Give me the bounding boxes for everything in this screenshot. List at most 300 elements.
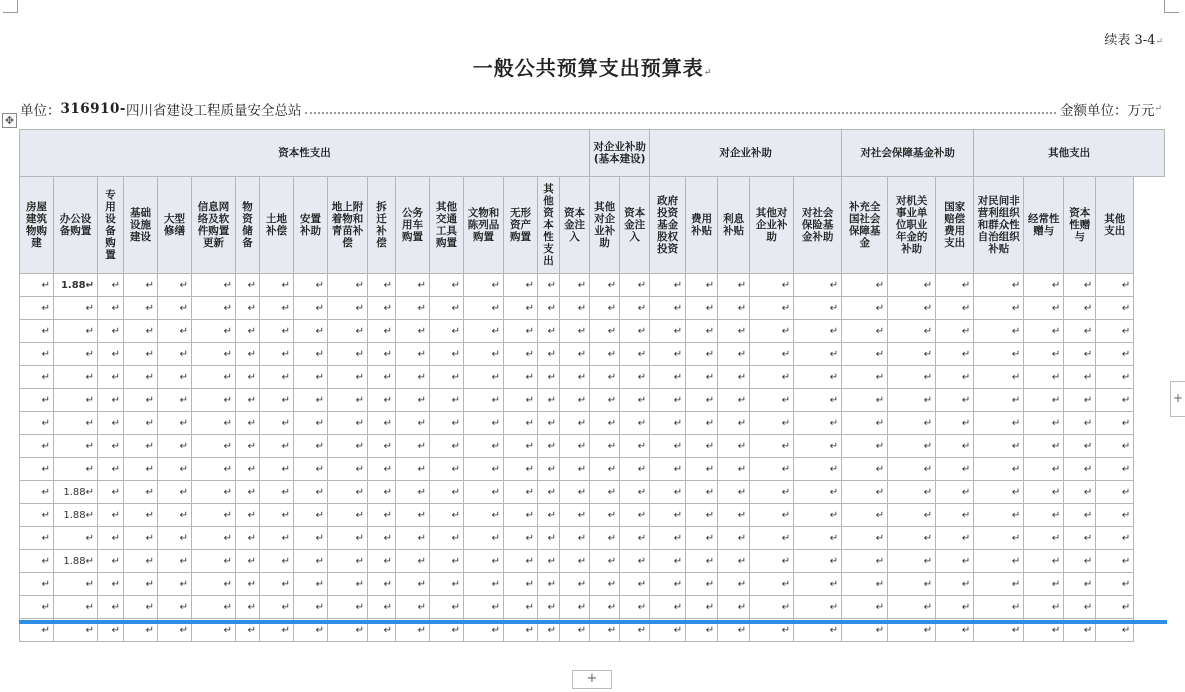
table-cell[interactable]: ↵ (464, 389, 504, 412)
table-cell[interactable]: ↵ (368, 504, 396, 527)
table-cell[interactable]: ↵ (590, 343, 620, 366)
table-cell[interactable]: ↵ (842, 527, 888, 550)
table-cell[interactable]: 1.88↵ (54, 504, 98, 527)
table-cell[interactable]: ↵ (124, 435, 158, 458)
table-cell[interactable]: ↵ (650, 504, 686, 527)
table-cell[interactable]: ↵ (464, 481, 504, 504)
table-cell[interactable]: ↵ (1064, 320, 1096, 343)
table-cell[interactable]: ↵ (718, 366, 750, 389)
table-cell[interactable]: ↵ (888, 619, 936, 642)
table-cell[interactable]: ↵ (98, 366, 124, 389)
table-cell[interactable]: ↵ (20, 527, 54, 550)
table-cell[interactable]: ↵ (842, 619, 888, 642)
table-cell[interactable]: ↵ (620, 320, 650, 343)
table-cell[interactable]: ↵ (750, 504, 794, 527)
table-cell[interactable]: ↵ (974, 366, 1024, 389)
table-cell[interactable]: ↵ (260, 619, 294, 642)
table-cell[interactable]: ↵ (1064, 274, 1096, 297)
table-cell[interactable]: ↵ (538, 366, 560, 389)
table-cell[interactable]: ↵ (54, 366, 98, 389)
table-cell[interactable]: ↵ (124, 274, 158, 297)
table-cell[interactable]: ↵ (328, 504, 368, 527)
table-cell[interactable]: ↵ (158, 596, 192, 619)
table-cell[interactable]: ↵ (124, 412, 158, 435)
table-cell[interactable]: ↵ (368, 527, 396, 550)
table-cell[interactable]: ↵ (1096, 527, 1134, 550)
table-cell[interactable]: ↵ (1024, 343, 1064, 366)
table-cell[interactable]: ↵ (396, 366, 430, 389)
table-cell[interactable]: ↵ (650, 550, 686, 573)
table-cell[interactable]: ↵ (538, 458, 560, 481)
table-cell[interactable]: ↵ (1096, 596, 1134, 619)
table-cell[interactable]: ↵ (464, 274, 504, 297)
table-cell[interactable]: ↵ (294, 366, 328, 389)
table-cell[interactable]: ↵ (294, 412, 328, 435)
table-cell[interactable]: ↵ (794, 550, 842, 573)
table-cell[interactable]: ↵ (1096, 274, 1134, 297)
table-cell[interactable]: ↵ (464, 320, 504, 343)
table-cell[interactable]: ↵ (464, 619, 504, 642)
table-cell[interactable]: ↵ (620, 619, 650, 642)
table-cell[interactable]: ↵ (396, 320, 430, 343)
table-cell[interactable]: ↵ (718, 297, 750, 320)
table-cell[interactable]: ↵ (974, 573, 1024, 596)
table-cell[interactable]: ↵ (794, 596, 842, 619)
table-cell[interactable]: ↵ (328, 481, 368, 504)
table-cell[interactable]: ↵ (650, 435, 686, 458)
table-cell[interactable]: ↵ (192, 343, 236, 366)
table-cell[interactable]: ↵ (842, 320, 888, 343)
table-cell[interactable]: ↵ (794, 274, 842, 297)
table-cell[interactable]: ↵ (590, 320, 620, 343)
table-cell[interactable]: ↵ (686, 458, 718, 481)
table-cell[interactable]: ↵ (842, 366, 888, 389)
table-cell[interactable]: ↵ (98, 274, 124, 297)
table-cell[interactable]: ↵ (464, 550, 504, 573)
table-cell[interactable]: ↵ (20, 320, 54, 343)
table-cell[interactable]: ↵ (590, 596, 620, 619)
table-cell[interactable]: ↵ (260, 573, 294, 596)
table-cell[interactable]: ↵ (974, 389, 1024, 412)
table-cell[interactable]: ↵ (54, 412, 98, 435)
table-cell[interactable]: ↵ (620, 297, 650, 320)
table-cell[interactable]: ↵ (560, 320, 590, 343)
table-cell[interactable]: ↵ (888, 527, 936, 550)
table-cell[interactable]: ↵ (430, 412, 464, 435)
table-cell[interactable]: ↵ (560, 504, 590, 527)
table-cell[interactable]: ↵ (888, 366, 936, 389)
table-cell[interactable]: ↵ (158, 481, 192, 504)
table-cell[interactable]: ↵ (718, 274, 750, 297)
table-cell[interactable]: ↵ (974, 320, 1024, 343)
table-cell[interactable]: ↵ (1024, 527, 1064, 550)
table-cell[interactable]: ↵ (328, 412, 368, 435)
table-cell[interactable]: ↵ (936, 527, 974, 550)
table-cell[interactable]: ↵ (888, 458, 936, 481)
table-cell[interactable]: ↵ (504, 527, 538, 550)
table-cell[interactable]: ↵ (650, 481, 686, 504)
table-cell[interactable]: ↵ (1096, 389, 1134, 412)
table-cell[interactable]: ↵ (98, 550, 124, 573)
table-cell[interactable]: ↵ (192, 435, 236, 458)
table-cell[interactable]: ↵ (396, 389, 430, 412)
table-cell[interactable]: ↵ (1064, 596, 1096, 619)
table-cell[interactable]: ↵ (750, 573, 794, 596)
table-cell[interactable]: ↵ (236, 366, 260, 389)
table-cell[interactable]: ↵ (560, 389, 590, 412)
table-cell[interactable]: ↵ (1024, 297, 1064, 320)
table-cell[interactable]: ↵ (538, 527, 560, 550)
table-cell[interactable]: ↵ (396, 619, 430, 642)
table-cell[interactable]: ↵ (686, 297, 718, 320)
table-cell[interactable]: ↵ (368, 550, 396, 573)
table-cell[interactable]: ↵ (368, 274, 396, 297)
table-cell[interactable]: ↵ (54, 573, 98, 596)
table-cell[interactable]: ↵ (328, 297, 368, 320)
table-cell[interactable]: ↵ (464, 504, 504, 527)
table-cell[interactable]: ↵ (590, 435, 620, 458)
table-cell[interactable]: ↵ (54, 596, 98, 619)
table-cell[interactable]: ↵ (590, 274, 620, 297)
table-cell[interactable]: ↵ (294, 596, 328, 619)
table-cell[interactable]: ↵ (260, 320, 294, 343)
table-cell[interactable]: ↵ (620, 366, 650, 389)
table-cell[interactable]: ↵ (1064, 573, 1096, 596)
table-cell[interactable]: ↵ (538, 435, 560, 458)
table-cell[interactable]: ↵ (294, 619, 328, 642)
table-cell[interactable]: ↵ (794, 435, 842, 458)
table-cell[interactable]: ↵ (936, 596, 974, 619)
table-cell[interactable]: ↵ (686, 504, 718, 527)
table-cell[interactable]: ↵ (686, 412, 718, 435)
table-cell[interactable]: ↵ (504, 320, 538, 343)
table-cell[interactable]: ↵ (396, 596, 430, 619)
table-cell[interactable]: ↵ (260, 504, 294, 527)
table-cell[interactable]: ↵ (750, 320, 794, 343)
table-cell[interactable]: ↵ (842, 573, 888, 596)
table-cell[interactable]: ↵ (560, 619, 590, 642)
table-cell[interactable]: ↵ (842, 389, 888, 412)
table-cell[interactable]: ↵ (590, 297, 620, 320)
table-cell[interactable]: ↵ (1064, 435, 1096, 458)
table-cell[interactable]: ↵ (1096, 297, 1134, 320)
table-cell[interactable]: ↵ (396, 550, 430, 573)
table-cell[interactable]: ↵ (842, 274, 888, 297)
table-cell[interactable]: ↵ (20, 573, 54, 596)
table-cell[interactable]: ↵ (1096, 366, 1134, 389)
table-cell[interactable]: ↵ (192, 481, 236, 504)
table-cell[interactable]: ↵ (620, 573, 650, 596)
table-cell[interactable]: ↵ (974, 596, 1024, 619)
table-cell[interactable]: ↵ (560, 412, 590, 435)
table-cell[interactable]: ↵ (936, 550, 974, 573)
table-cell[interactable]: ↵ (750, 274, 794, 297)
table-cell[interactable]: ↵ (20, 458, 54, 481)
table-cell[interactable]: ↵ (504, 619, 538, 642)
table-cell[interactable]: ↵ (294, 435, 328, 458)
table-cell[interactable]: ↵ (974, 435, 1024, 458)
table-cell[interactable]: ↵ (328, 619, 368, 642)
table-cell[interactable]: ↵ (124, 619, 158, 642)
table-cell[interactable]: ↵ (650, 320, 686, 343)
table-cell[interactable]: ↵ (1024, 481, 1064, 504)
table-cell[interactable]: ↵ (158, 619, 192, 642)
table-cell[interactable]: ↵ (538, 320, 560, 343)
table-cell[interactable]: ↵ (750, 343, 794, 366)
table-cell[interactable]: ↵ (294, 527, 328, 550)
table-cell[interactable]: ↵ (936, 274, 974, 297)
table-cell[interactable]: ↵ (260, 527, 294, 550)
table-cell[interactable]: ↵ (396, 343, 430, 366)
table-cell[interactable]: ↵ (1096, 550, 1134, 573)
table-cell[interactable]: ↵ (192, 389, 236, 412)
table-cell[interactable]: ↵ (396, 297, 430, 320)
table-cell[interactable]: ↵ (718, 412, 750, 435)
table-cell[interactable]: ↵ (192, 550, 236, 573)
table-cell[interactable]: ↵ (718, 550, 750, 573)
table-cell[interactable]: ↵ (158, 389, 192, 412)
table-cell[interactable]: ↵ (888, 389, 936, 412)
table-cell[interactable]: ↵ (1064, 297, 1096, 320)
table-cell[interactable]: ↵ (974, 274, 1024, 297)
table-cell[interactable]: ↵ (98, 504, 124, 527)
table-cell[interactable]: ↵ (686, 435, 718, 458)
table-cell[interactable]: ↵ (368, 320, 396, 343)
table-cell[interactable]: ↵ (158, 343, 192, 366)
table-cell[interactable]: ↵ (620, 343, 650, 366)
table-cell[interactable]: ↵ (368, 412, 396, 435)
table-cell[interactable]: ↵ (504, 435, 538, 458)
table-cell[interactable]: ↵ (20, 504, 54, 527)
table-cell[interactable]: ↵ (328, 320, 368, 343)
add-row-button[interactable]: + (572, 670, 612, 689)
table-cell[interactable]: ↵ (98, 458, 124, 481)
table-cell[interactable]: ↵ (718, 504, 750, 527)
table-cell[interactable]: ↵ (504, 573, 538, 596)
table-cell[interactable]: ↵ (650, 527, 686, 550)
table-cell[interactable]: ↵ (20, 550, 54, 573)
table-cell[interactable]: ↵ (842, 596, 888, 619)
table-cell[interactable]: ↵ (718, 320, 750, 343)
table-cell[interactable]: ↵ (430, 458, 464, 481)
table-cell[interactable]: ↵ (974, 458, 1024, 481)
table-cell[interactable]: ↵ (328, 527, 368, 550)
table-cell[interactable]: ↵ (236, 504, 260, 527)
table-cell[interactable]: ↵ (750, 389, 794, 412)
table-cell[interactable]: ↵ (620, 458, 650, 481)
table-cell[interactable]: ↵ (328, 573, 368, 596)
table-cell[interactable]: ↵ (464, 573, 504, 596)
table-cell[interactable]: ↵ (650, 596, 686, 619)
table-cell[interactable]: ↵ (98, 412, 124, 435)
table-cell[interactable]: ↵ (20, 343, 54, 366)
table-cell[interactable]: ↵ (98, 596, 124, 619)
table-cell[interactable]: ↵ (158, 412, 192, 435)
table-cell[interactable]: ↵ (430, 550, 464, 573)
table-cell[interactable]: ↵ (294, 573, 328, 596)
table-cell[interactable]: ↵ (368, 481, 396, 504)
table-cell[interactable]: ↵ (590, 504, 620, 527)
table-cell[interactable]: ↵ (124, 297, 158, 320)
table-cell[interactable]: ↵ (328, 550, 368, 573)
table-cell[interactable]: ↵ (368, 435, 396, 458)
table-cell[interactable]: ↵ (236, 619, 260, 642)
table-cell[interactable]: ↵ (124, 596, 158, 619)
table-cell[interactable]: ↵ (1064, 366, 1096, 389)
table-cell[interactable]: ↵ (20, 274, 54, 297)
table-cell[interactable]: ↵ (1096, 481, 1134, 504)
table-cell[interactable]: ↵ (464, 343, 504, 366)
table-cell[interactable]: ↵ (936, 320, 974, 343)
table-cell[interactable]: ↵ (794, 343, 842, 366)
table-cell[interactable]: ↵ (236, 320, 260, 343)
table-cell[interactable]: ↵ (842, 343, 888, 366)
table-cell[interactable]: ↵ (538, 389, 560, 412)
table-cell[interactable]: ↵ (842, 297, 888, 320)
table-cell[interactable]: ↵ (686, 389, 718, 412)
table-cell[interactable]: ↵ (98, 343, 124, 366)
table-cell[interactable]: ↵ (192, 527, 236, 550)
table-cell[interactable]: ↵ (430, 481, 464, 504)
table-cell[interactable]: ↵ (974, 481, 1024, 504)
table-cell[interactable]: ↵ (560, 550, 590, 573)
table-cell[interactable]: ↵ (20, 297, 54, 320)
table-cell[interactable]: ↵ (1096, 573, 1134, 596)
table-cell[interactable]: ↵ (718, 458, 750, 481)
table-cell[interactable]: ↵ (430, 596, 464, 619)
table-cell[interactable]: ↵ (430, 619, 464, 642)
table-cell[interactable]: ↵ (888, 550, 936, 573)
table-cell[interactable]: ↵ (1024, 412, 1064, 435)
table-cell[interactable]: ↵ (560, 297, 590, 320)
table-cell[interactable]: ↵ (590, 550, 620, 573)
table-cell[interactable]: ↵ (236, 550, 260, 573)
table-cell[interactable]: ↵ (686, 527, 718, 550)
table-cell[interactable]: ↵ (936, 297, 974, 320)
table-cell[interactable]: ↵ (590, 573, 620, 596)
table-cell[interactable]: ↵ (888, 343, 936, 366)
table-cell[interactable]: ↵ (936, 458, 974, 481)
table-cell[interactable]: ↵ (718, 527, 750, 550)
table-cell[interactable]: ↵ (504, 343, 538, 366)
table-cell[interactable]: ↵ (430, 320, 464, 343)
table-cell[interactable]: ↵ (974, 550, 1024, 573)
table-cell[interactable]: ↵ (368, 343, 396, 366)
table-cell[interactable]: ↵ (888, 320, 936, 343)
table-cell[interactable]: ↵ (842, 481, 888, 504)
table-cell[interactable]: ↵ (686, 619, 718, 642)
table-cell[interactable]: ↵ (538, 573, 560, 596)
table-cell[interactable]: ↵ (430, 343, 464, 366)
table-cell[interactable]: ↵ (538, 274, 560, 297)
table-cell[interactable]: ↵ (888, 573, 936, 596)
table-cell[interactable]: ↵ (294, 274, 328, 297)
table-cell[interactable]: ↵ (54, 343, 98, 366)
table-cell[interactable]: ↵ (236, 481, 260, 504)
table-cell[interactable]: ↵ (650, 274, 686, 297)
table-cell[interactable]: ↵ (560, 481, 590, 504)
table-cell[interactable]: ↵ (294, 550, 328, 573)
table-cell[interactable]: ↵ (590, 366, 620, 389)
budget-table[interactable] (19, 129, 1165, 642)
table-cell[interactable]: ↵ (538, 297, 560, 320)
table-cell[interactable]: ↵ (54, 389, 98, 412)
table-cell[interactable]: ↵ (936, 343, 974, 366)
table-cell[interactable]: ↵ (718, 343, 750, 366)
table-cell[interactable]: ↵ (54, 320, 98, 343)
table-cell[interactable]: ↵ (504, 412, 538, 435)
table-cell[interactable]: ↵ (328, 435, 368, 458)
table-cell[interactable]: ↵ (620, 504, 650, 527)
table-cell[interactable]: ↵ (192, 458, 236, 481)
table-cell[interactable]: ↵ (794, 573, 842, 596)
table-cell[interactable]: ↵ (396, 573, 430, 596)
table-cell[interactable]: ↵ (1024, 596, 1064, 619)
table-cell[interactable]: ↵ (718, 596, 750, 619)
table-cell[interactable]: ↵ (192, 573, 236, 596)
table-cell[interactable]: ↵ (718, 573, 750, 596)
table-cell[interactable]: ↵ (396, 274, 430, 297)
table-cell[interactable]: ↵ (842, 504, 888, 527)
table-cell[interactable]: ↵ (590, 458, 620, 481)
table-cell[interactable]: ↵ (686, 343, 718, 366)
table-cell[interactable]: ↵ (974, 412, 1024, 435)
table-cell[interactable]: ↵ (464, 412, 504, 435)
table-cell[interactable]: ↵ (794, 389, 842, 412)
table-cell[interactable]: ↵ (236, 274, 260, 297)
table-cell[interactable]: ↵ (294, 320, 328, 343)
table-cell[interactable]: ↵ (936, 504, 974, 527)
table-cell[interactable]: ↵ (328, 366, 368, 389)
table-cell[interactable]: ↵ (650, 458, 686, 481)
table-cell[interactable]: ↵ (368, 366, 396, 389)
table-cell[interactable]: ↵ (294, 458, 328, 481)
table-cell[interactable]: ↵ (1064, 550, 1096, 573)
table-cell[interactable]: ↵ (396, 481, 430, 504)
table-cell[interactable]: ↵ (98, 619, 124, 642)
table-cell[interactable]: ↵ (538, 343, 560, 366)
table-cell[interactable]: ↵ (590, 527, 620, 550)
table-cell[interactable]: ↵ (794, 412, 842, 435)
table-cell[interactable]: ↵ (124, 320, 158, 343)
table-cell[interactable]: ↵ (328, 389, 368, 412)
table-cell[interactable]: ↵ (124, 366, 158, 389)
table-cell[interactable]: ↵ (260, 366, 294, 389)
table-cell[interactable]: ↵ (888, 435, 936, 458)
table-cell[interactable]: ↵ (888, 504, 936, 527)
table-cell[interactable]: ↵ (650, 366, 686, 389)
table-cell[interactable]: ↵ (54, 435, 98, 458)
table-cell[interactable]: ↵ (260, 481, 294, 504)
table-cell[interactable]: ↵ (294, 343, 328, 366)
table-cell[interactable]: ↵ (98, 573, 124, 596)
table-cell[interactable]: ↵ (294, 504, 328, 527)
table-cell[interactable]: ↵ (260, 596, 294, 619)
table-cell[interactable]: ↵ (124, 343, 158, 366)
table-cell[interactable]: ↵ (974, 504, 1024, 527)
table-cell[interactable]: ↵ (368, 458, 396, 481)
table-cell[interactable]: ↵ (750, 619, 794, 642)
table-cell[interactable]: ↵ (20, 412, 54, 435)
table-cell[interactable]: ↵ (192, 297, 236, 320)
table-cell[interactable]: ↵ (260, 435, 294, 458)
table-cell[interactable]: ↵ (260, 458, 294, 481)
table-cell[interactable]: ↵ (98, 481, 124, 504)
table-cell[interactable]: ↵ (430, 366, 464, 389)
table-cell[interactable]: ↵ (20, 366, 54, 389)
table-cell[interactable]: ↵ (750, 550, 794, 573)
table-cell[interactable]: ↵ (750, 527, 794, 550)
